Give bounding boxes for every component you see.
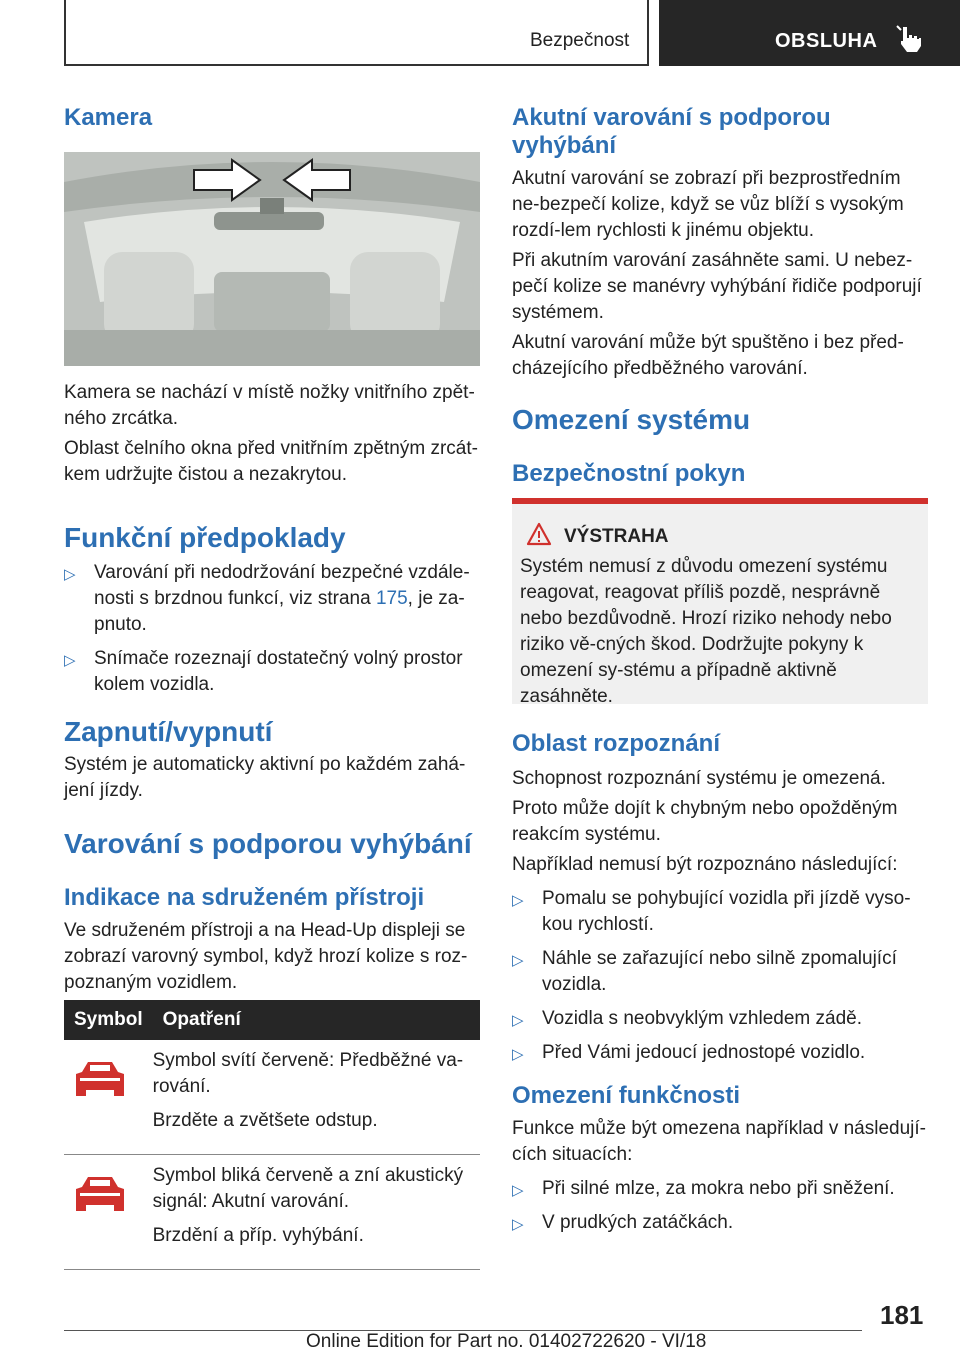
list-item: ▷ Varování při nedodržování bezpečné vzdále-nosti s brzdnou funkcí, viz strana 175, je za-pnuto. (64, 562, 470, 635)
on-off-text: Systém je automaticky aktivní po každém zahá-jení jízdy. (64, 754, 466, 801)
page-link-175[interactable]: 175 (375, 588, 408, 609)
list-item: ▷ Pomalu se pohybující vozidla při jízdě vyso-kou rychlostí. (512, 888, 911, 935)
camera-location-photo (64, 152, 480, 366)
acute-warning-heading: Akutní varování s podporou vyhýbání (512, 104, 831, 159)
avoidance-heading: Varování s podporou vyhýbání (64, 828, 472, 859)
camera-text-2: Oblast čelního okna před vnitřním zpětným zrcát-kem udržujte čistou a nezakrytou. (64, 438, 478, 485)
table-header-row (64, 1000, 480, 1040)
acute-text-2: Při akutním varování zasáhněte sami. U nebez-pečí kolize se manévry vyhýbání řidiče podporují systémem. (512, 250, 922, 323)
car-interior-illustration (64, 152, 480, 366)
list-item: ▷ V prudkých zatáčkách. (512, 1210, 928, 1236)
detection-text-1: Schopnost rozpoznání systému je omezená. (512, 768, 886, 789)
detection-text-2: Proto může dojít k chybným nebo opožděným reakcím systému. (512, 798, 898, 845)
triangle-bullet-icon: ▷ (512, 1046, 524, 1063)
list-item: ▷ Při silné mlze, za mokra nebo při sněžení. (512, 1176, 928, 1202)
symbol-cell (64, 1155, 153, 1270)
car-warning-icon (72, 1058, 128, 1098)
header-section-title: Bezpečnost (530, 30, 630, 51)
column-header-action: Opatření (153, 1000, 480, 1040)
action-cell: Symbol bliká červeně a zní akustický signál: Akutní varování. Brzdění a příp. vyhýbání. (153, 1155, 480, 1270)
list-item: ▷ Před Vámi jedoucí jednostopé vozidlo. (512, 1040, 928, 1066)
warning-box (512, 498, 928, 707)
column-header-symbol: Symbol (64, 1000, 153, 1040)
camera-text-1: Kamera se nachází v místě nožky vnitřního zpět-ného zrcátka. (64, 382, 475, 429)
system-limits-heading: Omezení systému (512, 404, 751, 435)
warning-text: Systém nemusí z důvodu omezení systému reagovat, reagovat příliš pozdě, nesprávně nebo bezdůvodně. Hrozí riziko nehody nebo riziko vě-cných škod. Dodržujte pokyny k omezení sy-stému a případně aktivně zasáhněte. (520, 556, 892, 707)
prerequisites-list (64, 560, 480, 706)
action-cell: Symbol svítí červeně: Předběžné va-rování. Brzděte a zvětšete odstup. (153, 1040, 480, 1155)
cluster-heading: Indikace na sdruženém přístroji (64, 884, 425, 911)
symbol-cell (64, 1040, 153, 1155)
detection-list (512, 886, 928, 1074)
acute-text-1: Akutní varování se zobrazí při bezprostředním ne-bezpečí kolize, když se vůz blíží s vysokým rozdí-lem rychlosti k jinému objektu. (512, 168, 904, 241)
table-row (64, 1155, 480, 1270)
symbol-table (64, 1000, 480, 1270)
prerequisites-heading: Funkční předpoklady (64, 522, 346, 553)
function-limits-list (512, 1176, 928, 1244)
page-number: 181 (880, 1300, 924, 1330)
header-chapter-label: OBSLUHA (775, 30, 878, 52)
on-off-heading: Zapnutí/vypnutí (64, 716, 273, 747)
cluster-text: Ve sdruženém přístroji a na Head-Up displeji se zobrazí varovný symbol, když hrozí kolize s roz-poznaným vozidlem. (64, 920, 468, 993)
acute-text-3: Akutní varování může být spuštěno i bez před-cházejícího předběžného varování. (512, 332, 904, 379)
list-item: ▷ Snímače rozeznají dostatečný volný prostor kolem vozidla. (64, 648, 463, 695)
function-limits-text: Funkce může být omezena například v následují-cích situacích: (512, 1118, 926, 1165)
right-column (512, 0, 928, 1300)
detection-text-3: Například nemusí být rozpoznáno následující: (512, 854, 898, 875)
triangle-bullet-icon: ▷ (512, 1012, 524, 1029)
camera-heading: Kamera (64, 104, 153, 131)
list-item: ▷ Vozidla s neobvyklým vzhledem zádě. (512, 1006, 928, 1032)
triangle-bullet-icon: ▷ (512, 952, 524, 969)
triangle-bullet-icon: ▷ (512, 1182, 524, 1199)
function-limits-heading: Omezení funkčnosti (512, 1082, 741, 1109)
footer-edition: Online Edition for Part no. 01402722620 - VI/18 (306, 1331, 707, 1352)
triangle-bullet-icon: ▷ (64, 566, 76, 583)
triangle-bullet-icon: ▷ (64, 652, 76, 669)
warning-title: VÝSTRAHA (564, 526, 922, 548)
list-item: ▷ Náhle se zařazující nebo silně zpomalující vozidla. (512, 948, 897, 995)
car-warning-icon (72, 1173, 128, 1213)
detection-area-heading: Oblast rozpoznání (512, 730, 721, 757)
triangle-bullet-icon: ▷ (512, 1216, 524, 1233)
safety-note-heading: Bezpečnostní pokyn (512, 460, 746, 487)
left-column (64, 0, 480, 1300)
triangle-bullet-icon: ▷ (512, 892, 524, 909)
warning-triangle-icon (526, 522, 552, 546)
table-row (64, 1040, 480, 1155)
